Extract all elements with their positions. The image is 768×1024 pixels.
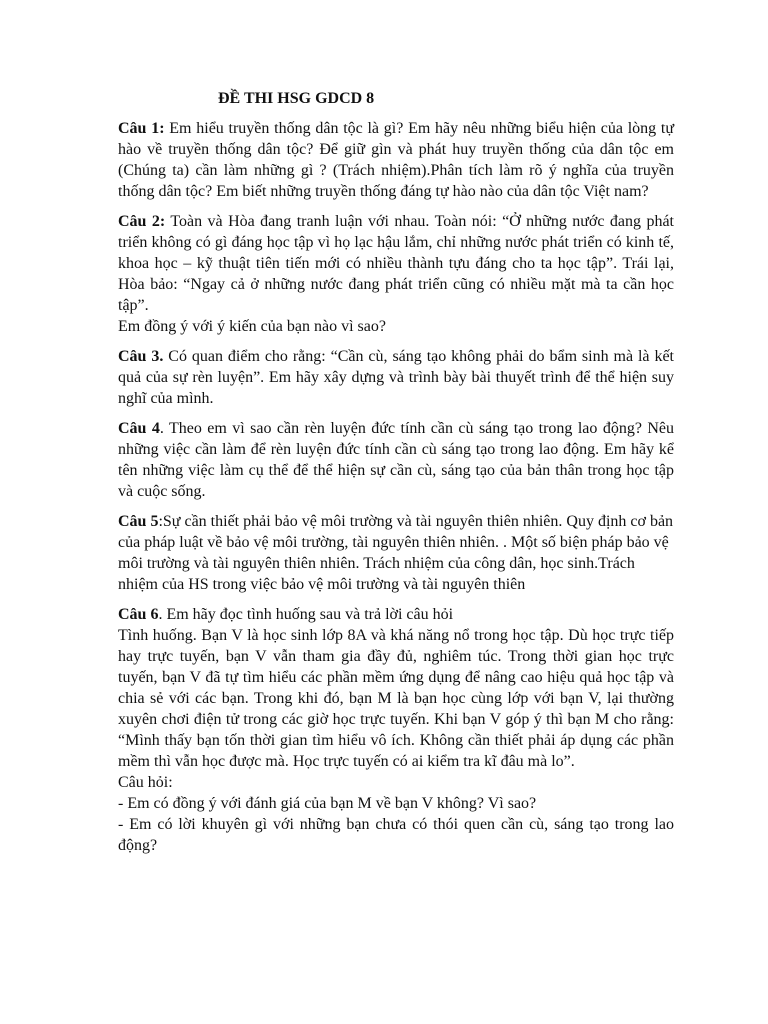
question-2-text: Toàn và Hòa đang tranh luận với nhau. Toàn nói: “Ở những nước đang phát triển không có gì đáng học tập vì họ lạc hậu lắm, chỉ những nước phát triển có kinh tế, khoa học – kỹ thuật tiên tiến mới có nhiều thành tựu đáng cho ta học tập”. Trái lại, Hòa bảo: “Ngay cả ở những nước đang phát triển cũng có nhiều mặt mà ta cần học tập”. [118, 213, 675, 314]
question-2 [118, 211, 674, 337]
question-6 [118, 604, 674, 856]
question-5-label: Câu 5 [118, 513, 159, 530]
exam-document [118, 88, 674, 865]
question-6-questions-label: Câu hỏi: [118, 774, 173, 791]
question-3 [118, 346, 674, 409]
question-6-situation: Tình huống. Bạn V là học sinh lớp 8A và khá năng nổ trong học tập. Dù học trực tiếp hay trực tuyến, bạn V vẫn tham gia đầy đủ, nghiêm túc. Trong thời gian học trực tuyến, bạn V đã tự tìm hiểu các phần mềm ứng dụng để nâng cao hiệu quả học tập và chia sẻ với các bạn. Trong khi đó, bạn M là bạn học cùng lớp với bạn V, lại thường xuyên chơi điện tử trong các giờ học trực tuyến. Khi bạn V góp ý thì bạn M cho rằng: “Mình thấy bạn tốn thời gian tìm hiểu vô ích. Không cần thiết phải áp dụng các phần mềm thì vẫn học được mà. Học trực tuyến có ai kiểm tra kĩ đâu mà lo”. [118, 627, 674, 770]
question-5-text: :Sự cần thiết phải bảo vệ môi trường và tài nguyên thiên nhiên. Quy định cơ bản của pháp luật về bảo vệ môi trường, tài nguyên thiên nhiên. . Một số biện pháp bảo vệ môi trường và tài nguyên thiên nhiên. Trách nhiệm của công dân, học sinh.Trách nhiệm của HS trong việc bảo vệ môi trường và tài nguyên thiên [118, 513, 674, 593]
question-4-label: Câu 4 [118, 420, 160, 437]
question-4-text: . Theo em vì sao cần rèn luyện đức tính cần cù sáng tạo trong lao động? Nêu những việc cần làm để rèn luyện đức tính cần cù sáng tạo trong lao động. Em hãy kể tên những việc làm cụ thể để thể hiện sự cần cù, sáng tạo của bản thân trong học tập và cuộc sống. [118, 420, 674, 500]
question-1-text: Em hiểu truyền thống dân tộc là gì? Em hãy nêu những biểu hiện của lòng tự hào về truyền thống dân tộc? Để giữ gìn và phát huy truyền thống của dân tộc em (Chúng ta) cần làm những gì ? (Trách nhiệm).Phân tích làm rõ ý nghĩa của truyền thống dân tộc? Em biết những truyền thống đáng tự hào nào của dân tộc Việt nam? [118, 120, 675, 200]
question-4 [118, 418, 674, 502]
question-2-label: Câu 2: [118, 213, 166, 230]
question-3-text: Có quan điểm cho rằng: “Cần cù, sáng tạo không phải do bẩm sinh mà là kết quả của sự rèn luyện”. Em hãy xây dựng và trình bày bài thuyết trình để thể hiện suy nghĩ của mình. [118, 348, 675, 407]
question-6-sub-question-2: - Em có lời khuyên gì với những bạn chưa có thói quen cần cù, sáng tạo trong lao động? [118, 816, 674, 854]
document-title: ĐỀ THI HSG GDCD 8 [218, 90, 375, 107]
question-1-label: Câu 1: [118, 120, 165, 137]
question-6-sub-question-1: - Em có đồng ý với đánh giá của bạn M về bạn V không? Vì sao? [118, 795, 537, 812]
question-1 [118, 118, 674, 202]
question-3-label: Câu 3. [118, 348, 164, 365]
question-6-text: . Em hãy đọc tình huống sau và trả lời câu hỏi [158, 606, 454, 623]
question-6-label: Câu 6 [118, 606, 159, 623]
question-2-extra: Em đồng ý với ý kiến của bạn nào vì sao? [118, 318, 386, 335]
question-5 [118, 511, 674, 595]
